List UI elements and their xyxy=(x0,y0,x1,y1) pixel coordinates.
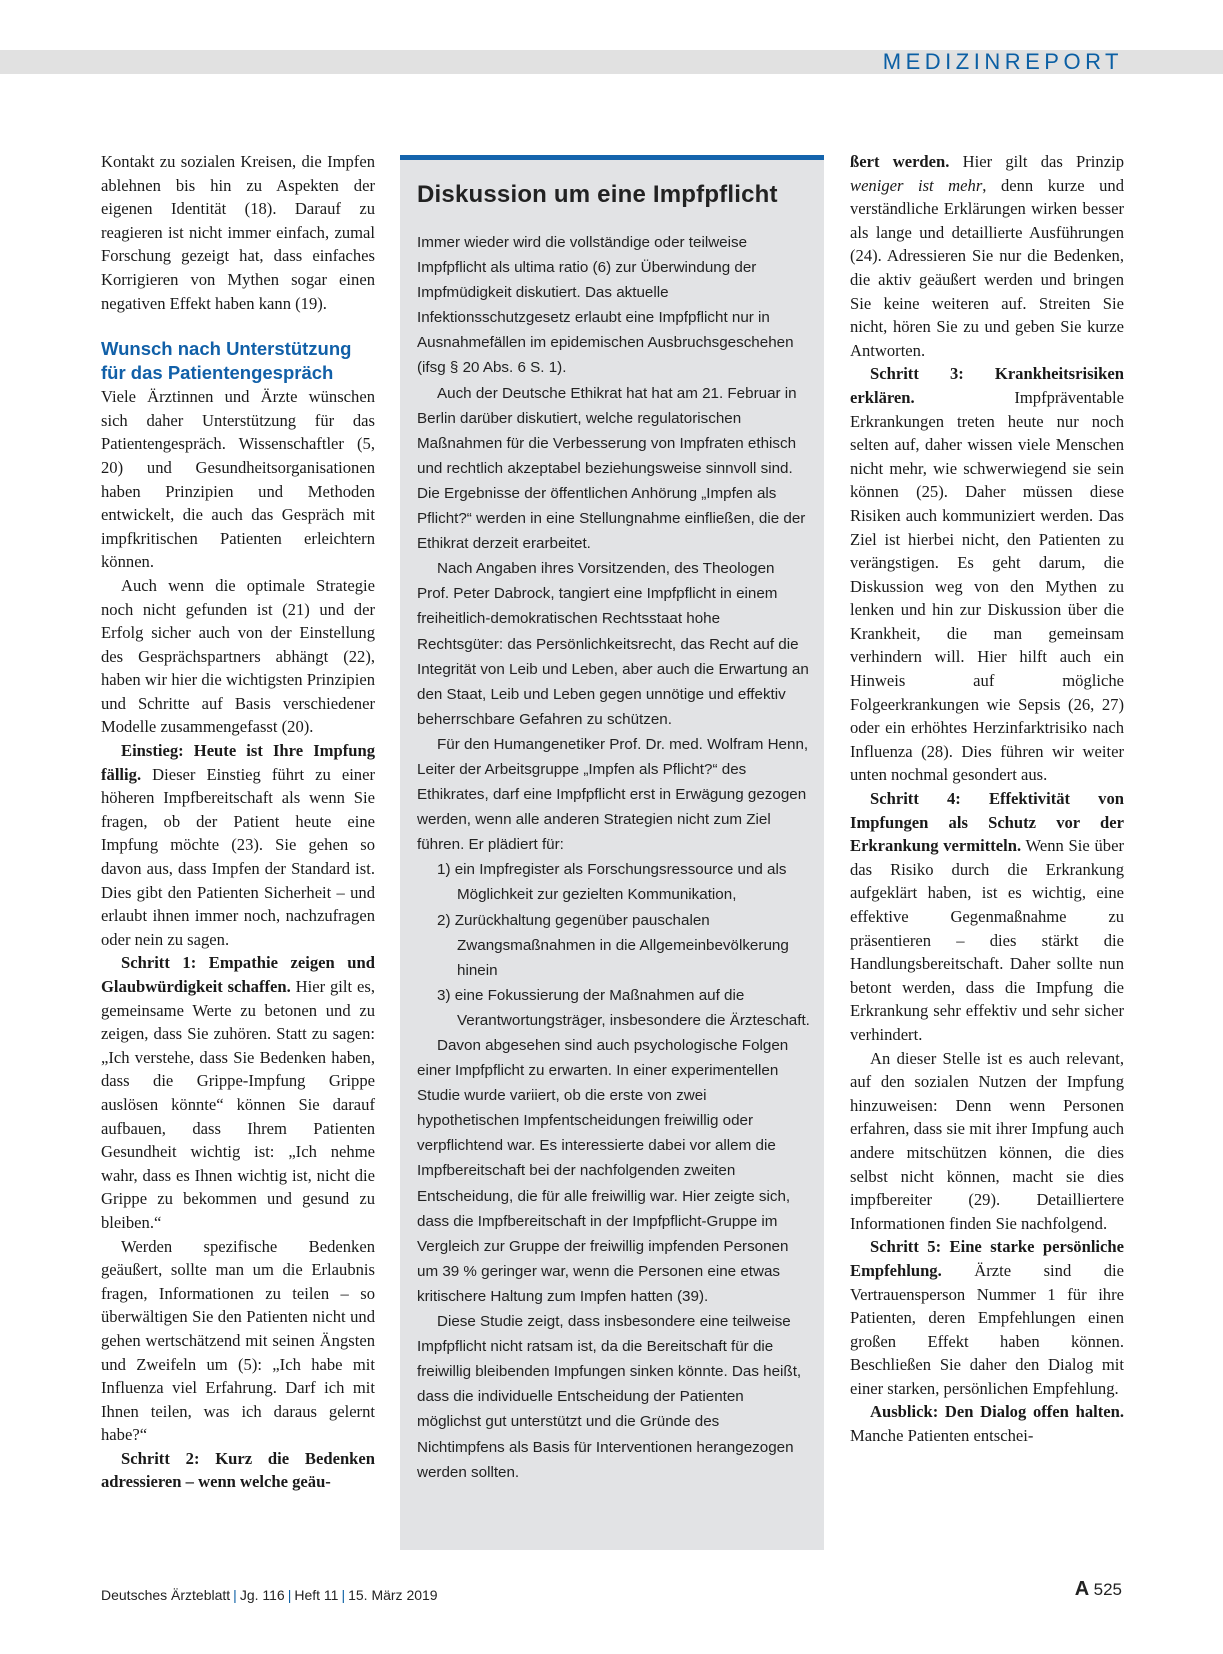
box-title: Diskussion um eine Impfpflicht xyxy=(417,181,778,208)
box-paragraph-2: Auch der Deutsche Ethikrat hat hat am 21. Februar in Berlin darüber diskutiert, welche regulatorischen Maßnahmen für die Verbesserung von Impfraten ethisch und rechtlich akzeptabel beziehungsweise sinnvoll sind. Die Ergebnisse der öffentlichen Anhörung „Impfen als Pflicht?“ werden in eine Stellungnahme einfließen, die der Ethikrat derzeit erarbeitet. xyxy=(417,384,806,553)
list-item: 3) eine Fokussierung der Maßnahmen auf die Verantwortungsträger, insbesondere die Ärzteschaft. xyxy=(437,986,810,1029)
left-paragraph-2: Viele Ärztinnen und Ärzte wünschen sich daher Unterstützung für das Patientengespräch. Wissenschaftler (5, 20) und Gesundheitsorganisationen haben Prinzipien und Methoden entwickelt, die auch das Gespräch mit impfkritischen Patienten erleichtern können. xyxy=(101,387,375,572)
paragraph-text: Wenn Sie über das Risiko durch die Erkrankung aufgeklärt haben, ist es wichtig, eine effektive Gegenmaßnahme zu präsentieren – dies stärkt die Handlungsbereitschaft. Daher sollte nun betont werden, dass die Impfung die Erkrankung sehr effektiv und sehr sicher verhindert. xyxy=(850,836,1124,1044)
separator: | xyxy=(233,1587,237,1603)
run-in-heading: ßert werden. xyxy=(850,152,950,171)
run-in-heading: Schritt 5: Eine starke persönliche Empfehlung. xyxy=(850,1237,1124,1280)
box-list xyxy=(417,857,810,1033)
left-paragraph-1: Kontakt zu sozialen Kreisen, die Impfen ablehnen bis hin zu Aspekten der eigenen Identität (18). Darauf zu reagieren ist nicht immer einfach, zumal Forschung gezeigt hat, dass einfaches Korrigieren von Mythen sogar einen negativen Effekt haben kann (19). xyxy=(101,152,375,313)
list-item: 2) Zurückhaltung gegenüber pauschalen Zwangsmaßnahmen in die Allgemeinbevölkerung hinein xyxy=(437,911,789,979)
right-column xyxy=(850,150,1124,1448)
section-label: MEDIZINREPORT xyxy=(882,49,1123,74)
run-in-heading: Schritt 3: Krankheitsrisiken erklären. xyxy=(850,364,1124,407)
right-paragraph-6 xyxy=(850,1400,1124,1447)
box-paragraph-4: Für den Humangenetiker Prof. Dr. med. Wolfram Henn, Leiter der Arbeitsgruppe „Impfen als Pflicht?“ des Ethikrates, darf eine Impfpflicht erst in Erwägung gezogen werden, wenn alle anderen Strategien nicht zum Ziel führen. Er plädiert für: xyxy=(417,735,809,854)
right-paragraph-2 xyxy=(850,362,1124,787)
paragraph-text: Hier gilt das Prinzip xyxy=(949,152,1124,171)
run-in-heading: Ausblick: Den Dialog offen halten. xyxy=(870,1402,1124,1422)
run-in-heading: Schritt 4: Effektivität von Impfungen als Schutz vor der Erkrankung vermitteln. xyxy=(850,789,1124,856)
list-item: 1) ein Impfregister als Forschungsressource und als Möglichkeit zur gezielten Kommunikation, xyxy=(437,861,787,904)
right-paragraph-1 xyxy=(850,150,1124,362)
left-paragraph-5 xyxy=(101,951,375,1234)
left-subhead: Wunsch nach Unterstützung für das Patientengespräch xyxy=(101,338,352,384)
paragraph-text: Dieser Einstieg führt zu einer höheren Impfbereitschaft als wenn Sie fragen, ob der Patient heute eine Impfung möchte (23). Sie gehen so davon aus, dass Impfen der Standard ist. Dies gibt den Patienten Sicherheit – und erlaubt ihnen immer noch, nachzufragen oder nein zu sagen. xyxy=(101,764,375,949)
page-number-value: 525 xyxy=(1093,1580,1122,1599)
left-paragraph-6: Werden spezifische Bedenken geäußert, sollte man um die Erlaubnis fragen, Informationen zu teilen – so überwältigen Sie den Patienten nicht und gehen wertschätzend mit seinen Ängsten und Zweifeln um (5): „Ich habe mit Influenza viel Erfahrung. Darf ich mit Ihnen teilen, was ich daraus gelernt habe?“ xyxy=(101,1236,375,1445)
sidebar-box xyxy=(400,155,824,1550)
box-paragraph-1: Immer wieder wird die vollständige oder teilweise Impfpflicht als ultima ratio (6) zur Überwindung der Impfmüdigkeit diskutiert. Das aktuelle Infektionsschutzgesetz erlaubt eine Impfpflicht nur in Ausnahmefällen im epidemischen Ausbruchsgeschehen (ifsg § 20 Abs. 6 S. 1). xyxy=(417,234,794,377)
run-in-heading: Schritt 1: Empathie zeigen und Glaubwürdigkeit schaffen. xyxy=(101,953,375,996)
right-paragraph-4: An dieser Stelle ist es auch relevant, auf den sozialen Nutzen der Impfung hinzuweisen: Denn wenn Personen erfahren, dass sie mit ihrer Impfung auch andere mitschützen können, die dies selbst nicht können, macht sie dies impfbereiter (29). Detailliertere Informationen finden Sie nachfolgend. xyxy=(850,1048,1124,1233)
separator: | xyxy=(287,1587,292,1603)
journal-name: Deutsches Ärzteblatt xyxy=(101,1587,231,1603)
issue: Heft 11 xyxy=(294,1587,339,1603)
left-column xyxy=(101,150,375,1494)
box-paragraph-6: Diese Studie zeigt, dass insbesondere eine teilweise Impfpflicht nicht ratsam ist, da die Bereitschaft für die freiwillig bleibenden Impfungen sinken könnte. Das heißt, dass die individuelle Entscheidung der Patienten möglichst gut unterstützt und die Gründe des Nichtimpfens als Basis für Interventionen herangezogen werden sollten. xyxy=(417,1313,802,1481)
right-paragraph-3 xyxy=(850,787,1124,1047)
box-paragraph-5: Davon abgesehen sind auch psychologische Folgen einer Impfpflicht zu erwarten. In einer experimentellen Studie wurde variiert, ob die erste von zwei hypothetischen Impfentscheidungen freiwillig oder verpflichtend war. Es interessierte dabei vor allem die Impfbereitschaft bei der nachfolgenden zweiten Entscheidung, die für alle freiwillig war. Hier zeigte sich, dass die Impfbereitschaft in der Impfpflicht-Gruppe im Vergleich zur Gruppe der freiwillig impfenden Personen um 39 % geringer war, wenn die Personen eine etwas kritischere Haltung zum Impfen hatten (39). xyxy=(417,1037,791,1305)
paragraph-text: Impfpräventable Erkrankungen treten heute nur noch selten auf, daher wissen viele Menschen nicht mehr, wie schwerwiegend sie sein können (25). Daher müssen diese Risiken auch kommuniziert werden. Das Ziel ist hierbei nicht, den Patienten zu verängstigen. Es geht darum, die Diskussion weg von den Mythen zu lenken und hin zur Diskussion über die Krankheit, die man gemeinsam verhindern will. Hier hilft auch ein Hinweis auf mögliche Folgeerkrankungen wie Sepsis (26, 27) oder ein erhöhtes Herzinfarktrisiko nach Influenza (28). Dies führen wir weiter unten nochmal gesondert aus. xyxy=(850,387,1124,785)
issue-date: 15. März 2019 xyxy=(348,1587,438,1603)
page-letter: A xyxy=(1074,1578,1090,1600)
footer-citation xyxy=(101,1587,438,1603)
left-paragraph-4 xyxy=(101,739,375,951)
emphasis-text: weniger ist mehr xyxy=(850,175,983,195)
paragraph-text: , denn kurze und verständliche Erklärungen wirken besser als lange und detaillierte Ausführungen (24). Adressieren Sie nur die Bedenken, die aktiv geäußert werden und bringen Sie keine weiteren auf. Streiten Sie nicht, hören Sie zu und geben Sie kurze Antworten. xyxy=(850,175,1125,360)
paragraph-text: Manche Patienten entschei- xyxy=(850,1426,1034,1446)
box-paragraph-3: Nach Angaben ihres Vorsitzenden, des Theologen Prof. Peter Dabrock, tangiert eine Impfpflicht in einem freiheitlich-demokratischen Rechtsstaat hohe Rechtsgüter: das Persönlichkeitsrecht, das Recht auf die Integrität von Leib und Leben, aber auch die Erwartung an den Staat, Leib und Leben gegen unnötige und effektiv beherrschbare Gefahren zu schützen. xyxy=(417,560,809,728)
right-paragraph-5 xyxy=(850,1235,1124,1400)
volume: Jg. 116 xyxy=(239,1587,285,1603)
separator: | xyxy=(341,1587,346,1603)
paragraph-text: Ärzte sind die Vertrauensperson Nummer 1 für ihre Patienten, deren Empfehlungen einen großen Effekt haben können. Beschließen Sie daher den Dialog mit einer starken, persönlichen Empfehlung. xyxy=(850,1260,1124,1398)
paragraph-text: Hier gilt es, gemeinsame Werte zu betonen und zu zeigen, dass Sie zuhören. Statt zu sagen: „Ich verstehe, dass Sie Bedenken haben, dass die Grippe-Impfung Grippe auslösen könnte“ können Sie darauf aufbauen, dass Ihrem Patienten Gesundheit wichtig ist: „Ich nehme wahr, dass es Ihnen wichtig ist, nicht die Grippe zu bekommen und gesund zu bleiben.“ xyxy=(101,977,375,1232)
page-number xyxy=(1075,1578,1122,1601)
run-in-heading: Einstieg: Heute ist Ihre Impfung fällig. xyxy=(101,741,375,784)
left-paragraph-3: Auch wenn die optimale Strategie noch nicht gefunden ist (21) und der Erfolg sicher auch von der Einstellung des Gesprächspartners abhängt (22), haben wir hier die wichtigsten Prinzipien und Schritte auf Basis verschiedener Modelle zusammengefasst (20). xyxy=(101,575,375,737)
run-in-heading: Schritt 2: Kurz die Bedenken adressieren – wenn welche geäu- xyxy=(101,1448,375,1492)
left-paragraph-7 xyxy=(101,1447,375,1494)
